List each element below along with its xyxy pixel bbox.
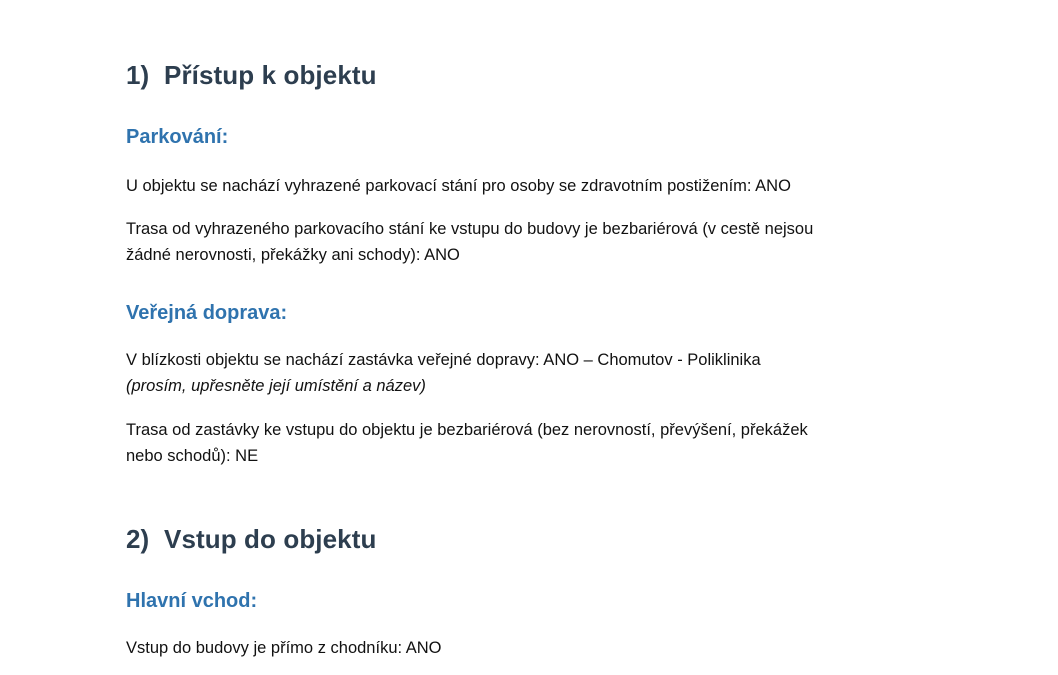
paragraph-entrance-sidewalk: Vstup do budovy je přímo z chodníku: ANO — [126, 639, 442, 657]
paragraph-transport-stop — [126, 347, 932, 399]
paragraph-line: žádné nerovnosti, překážky ani schody): ANO — [126, 246, 460, 264]
paragraph-line: V blízkosti objektu se nachází zastávka veřejné dopravy: ANO – Chomutov - Poliklinika — [126, 351, 761, 369]
paragraph-parking-route — [126, 216, 932, 268]
subheading-parking: Parkování: — [126, 126, 229, 148]
paragraph-parking-space: U objektu se nachází vyhrazené parkovací stání pro osoby se zdravotním postižením: ANO — [126, 177, 791, 195]
paragraph-line: nebo schodů): NE — [126, 447, 259, 465]
section-title: Vstup do objektu — [164, 524, 377, 554]
section-number: 2) — [126, 524, 150, 554]
subheading-main-entrance: Hlavní vchod: — [126, 590, 258, 612]
section-heading-entrance — [126, 524, 376, 555]
paragraph-transport-route — [126, 417, 932, 469]
paragraph-line: Trasa od vyhrazeného parkovacího stání ke vstupu do budovy je bezbariérová (v cestě nejsou — [126, 220, 814, 238]
paragraph-line: Trasa od zastávky ke vstupu do objektu je bezbariérová (bez nerovností, převýšení, překážek — [126, 421, 808, 439]
paragraph-line-italic-note: (prosím, upřesněte její umístění a název) — [126, 377, 426, 395]
section-number: 1) — [126, 60, 150, 90]
subheading-public-transport: Veřejná doprava: — [126, 302, 288, 324]
section-title: Přístup k objektu — [164, 60, 377, 90]
section-heading-access — [126, 60, 377, 91]
